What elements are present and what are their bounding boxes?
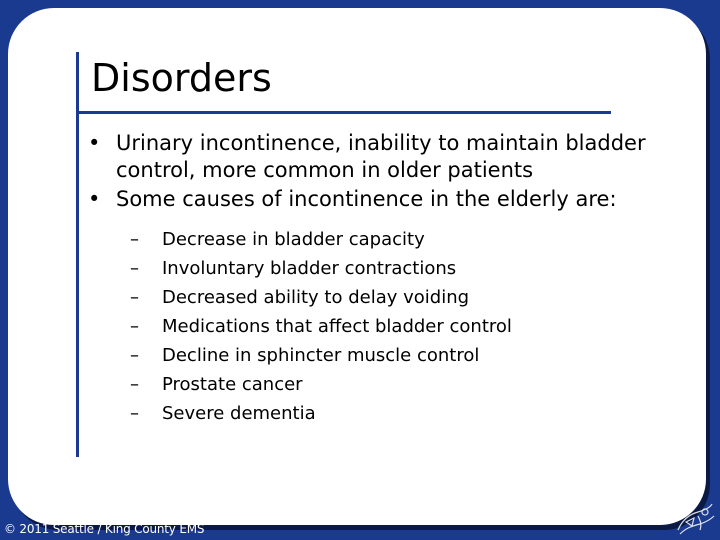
title-underline (76, 111, 611, 114)
sub-list-item (130, 312, 678, 341)
dash-marker: – (130, 374, 139, 395)
dash-marker: – (130, 316, 139, 337)
sub-list-item (130, 254, 678, 283)
sub-item-text: Prostate cancer (162, 374, 303, 395)
dash-marker: – (130, 287, 139, 308)
bullet-item (88, 186, 678, 213)
dash-marker: – (130, 229, 139, 250)
bullet-text: Some causes of incontinence in the elderly are: (116, 187, 617, 211)
bullet-marker: • (88, 187, 101, 211)
dash-marker: – (130, 345, 139, 366)
sub-list-item (130, 341, 678, 370)
footer-copyright: © 2011 Seattle / King County EMS (4, 522, 205, 536)
sub-list-item (130, 283, 678, 312)
sub-item-text: Severe dementia (162, 403, 316, 424)
sub-list-item (130, 370, 678, 399)
bullet-item (88, 130, 678, 184)
slide-body (88, 130, 678, 428)
sub-item-text: Involuntary bladder contractions (162, 258, 457, 279)
sub-item-text: Decline in sphincter muscle control (162, 345, 480, 366)
bullet-marker: • (88, 131, 101, 155)
sub-list-item (130, 399, 678, 428)
slide-title: Disorders (91, 56, 272, 100)
sub-list-item (130, 225, 678, 254)
sub-item-text: Decrease in bladder capacity (162, 229, 425, 250)
bullet-text: Urinary incontinence, inability to maintain bladder control, more common in older patients (116, 131, 646, 182)
dash-marker: – (130, 403, 139, 424)
sub-item-text: Medications that affect bladder control (162, 316, 512, 337)
sub-list (88, 225, 678, 428)
sub-item-text: Decreased ability to delay voiding (162, 287, 470, 308)
ems-logo-icon (672, 500, 716, 538)
dash-marker: – (130, 258, 139, 279)
